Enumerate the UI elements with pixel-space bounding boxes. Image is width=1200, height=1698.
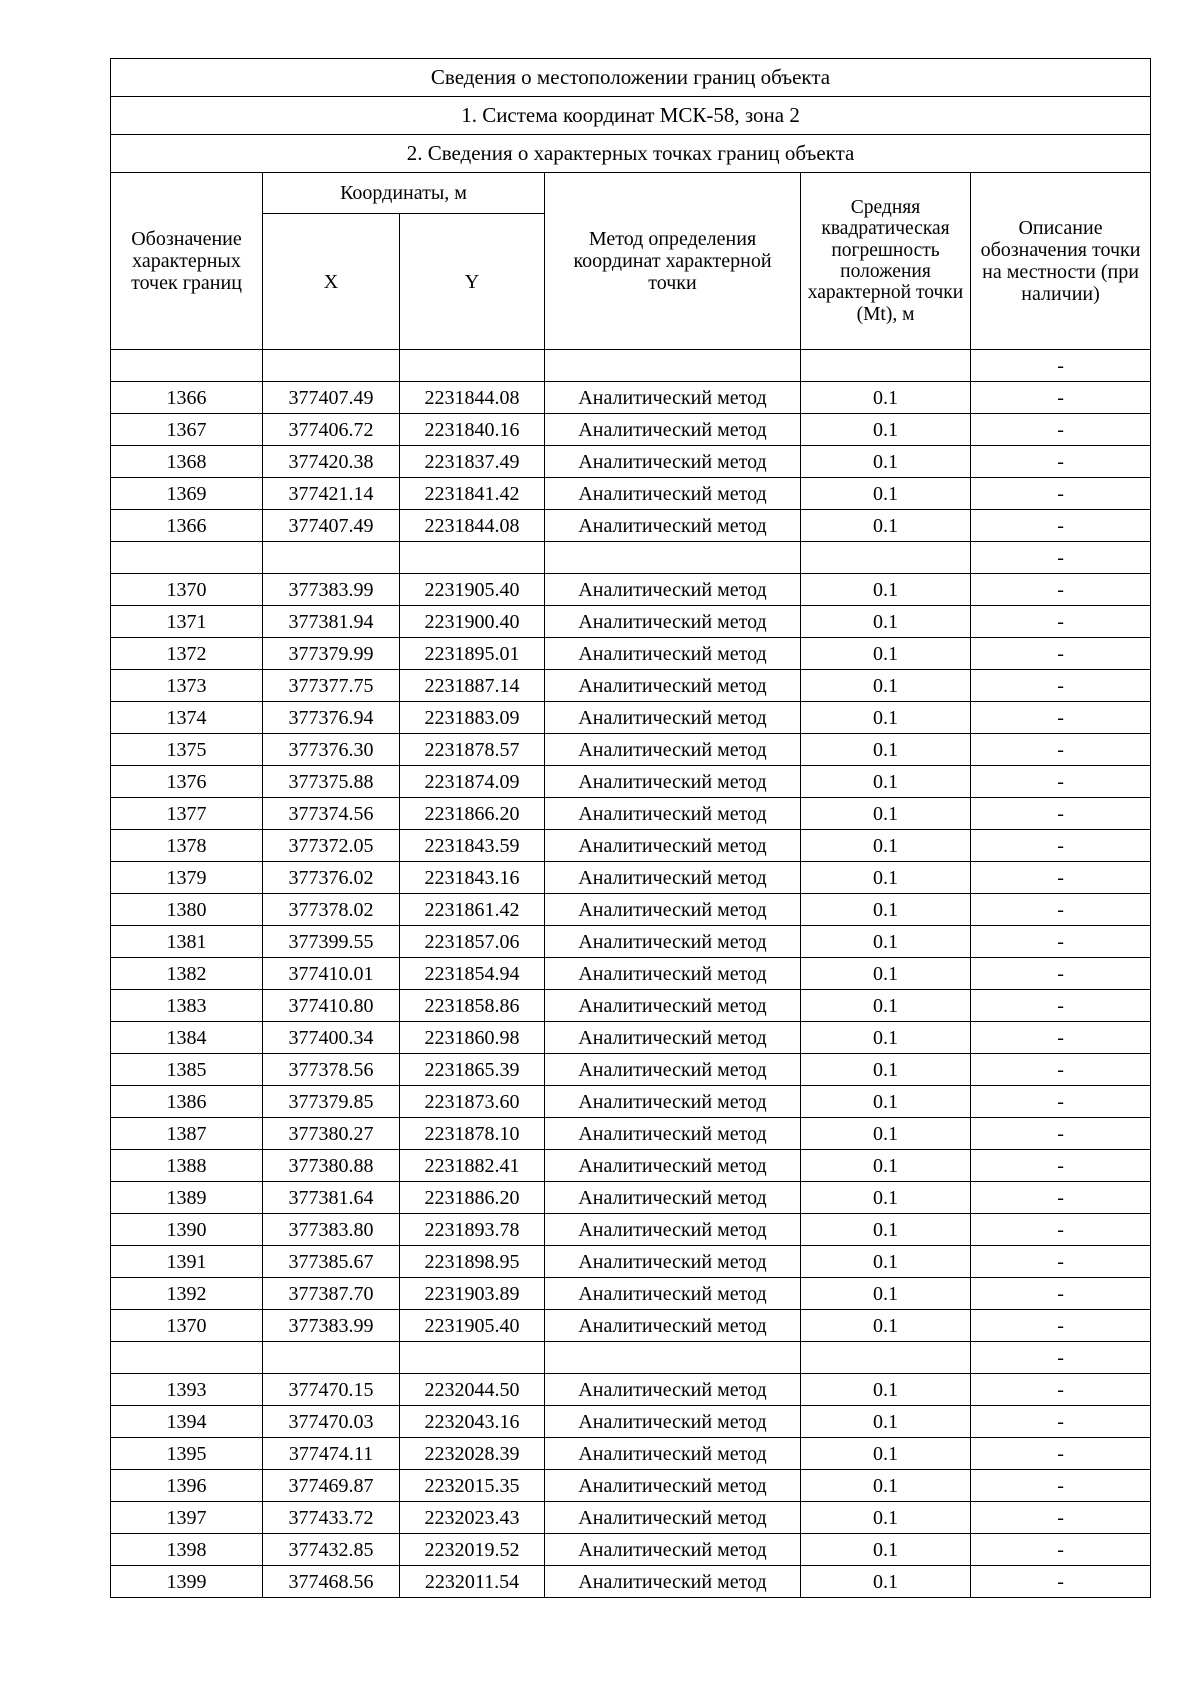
cell-point: 1384 <box>111 1022 263 1054</box>
cell-description: - <box>971 798 1151 830</box>
table-row <box>111 414 1151 446</box>
cell-description: - <box>971 1502 1151 1534</box>
cell-method <box>545 1342 801 1374</box>
cell-description: - <box>971 1406 1151 1438</box>
table-row <box>111 734 1151 766</box>
header-coordinates: Координаты, м <box>263 173 545 214</box>
cell-y: 2231895.01 <box>400 638 545 670</box>
table-row <box>111 1246 1151 1278</box>
cell-description: - <box>971 766 1151 798</box>
table-row <box>111 510 1151 542</box>
table-row <box>111 958 1151 990</box>
cell-x: 377385.67 <box>263 1246 400 1278</box>
cell-description: - <box>971 830 1151 862</box>
cell-method: Аналитический метод <box>545 1534 801 1566</box>
cell-x: 377410.01 <box>263 958 400 990</box>
cell-x: 377468.56 <box>263 1566 400 1598</box>
cell-y: 2231898.95 <box>400 1246 545 1278</box>
cell-point: 1386 <box>111 1086 263 1118</box>
header-error: Средняя квадратическая погрешность положения характерной точки (Mt), м <box>801 173 971 350</box>
cell-point: 1390 <box>111 1214 263 1246</box>
cell-method: Аналитический метод <box>545 990 801 1022</box>
cell-method: Аналитический метод <box>545 926 801 958</box>
cell-x: 377383.99 <box>263 574 400 606</box>
cell-point: 1397 <box>111 1502 263 1534</box>
cell-point: 1377 <box>111 798 263 830</box>
cell-y: 2231843.16 <box>400 862 545 894</box>
cell-mt: 0.1 <box>801 1086 971 1118</box>
cell-y: 2232015.35 <box>400 1470 545 1502</box>
cell-point: 1393 <box>111 1374 263 1406</box>
cell-mt: 0.1 <box>801 1374 971 1406</box>
cell-description: - <box>971 1022 1151 1054</box>
cell-x: 377372.05 <box>263 830 400 862</box>
table-row <box>111 1566 1151 1598</box>
cell-description: - <box>971 862 1151 894</box>
separator-row <box>111 1342 1151 1374</box>
cell-method: Аналитический метод <box>545 1118 801 1150</box>
cell-point: 1387 <box>111 1118 263 1150</box>
cell-x: 377375.88 <box>263 766 400 798</box>
cell-mt: 0.1 <box>801 606 971 638</box>
cell-mt: 0.1 <box>801 1278 971 1310</box>
table-row <box>111 830 1151 862</box>
cell-x: 377377.75 <box>263 670 400 702</box>
cell-y: 2231893.78 <box>400 1214 545 1246</box>
cell-y: 2232011.54 <box>400 1566 545 1598</box>
cell-x: 377383.80 <box>263 1214 400 1246</box>
table-row <box>111 606 1151 638</box>
cell-point: 1381 <box>111 926 263 958</box>
cell-point: 1367 <box>111 414 263 446</box>
cell-method: Аналитический метод <box>545 1182 801 1214</box>
cell-method: Аналитический метод <box>545 1150 801 1182</box>
cell-mt <box>801 542 971 574</box>
cell-y: 2231865.39 <box>400 1054 545 1086</box>
cell-description: - <box>971 990 1151 1022</box>
table-row <box>111 1310 1151 1342</box>
cell-method: Аналитический метод <box>545 478 801 510</box>
table-row <box>111 1438 1151 1470</box>
cell-point: 1399 <box>111 1566 263 1598</box>
cell-point: 1374 <box>111 702 263 734</box>
cell-y: 2231886.20 <box>400 1182 545 1214</box>
cell-description: - <box>971 1566 1151 1598</box>
table-row <box>111 670 1151 702</box>
cell-x: 377406.72 <box>263 414 400 446</box>
cell-point: 1370 <box>111 1310 263 1342</box>
table-row <box>111 638 1151 670</box>
cell-method <box>545 542 801 574</box>
cell-mt: 0.1 <box>801 1406 971 1438</box>
cell-description: - <box>971 414 1151 446</box>
table-row <box>111 1374 1151 1406</box>
cell-mt: 0.1 <box>801 1022 971 1054</box>
cell-y: 2231837.49 <box>400 446 545 478</box>
cell-method: Аналитический метод <box>545 1278 801 1310</box>
table-row <box>111 478 1151 510</box>
cell-mt: 0.1 <box>801 702 971 734</box>
cell-description: - <box>971 1150 1151 1182</box>
cell-point: 1370 <box>111 574 263 606</box>
cell-y: 2231854.94 <box>400 958 545 990</box>
cell-mt: 0.1 <box>801 1182 971 1214</box>
cell-point <box>111 350 263 382</box>
cell-x: 377469.87 <box>263 1470 400 1502</box>
cell-y: 2231874.09 <box>400 766 545 798</box>
cell-x <box>263 350 400 382</box>
cell-x: 377381.94 <box>263 606 400 638</box>
cell-y: 2231866.20 <box>400 798 545 830</box>
cell-mt: 0.1 <box>801 510 971 542</box>
cell-method: Аналитический метод <box>545 414 801 446</box>
cell-mt: 0.1 <box>801 1118 971 1150</box>
cell-point: 1368 <box>111 446 263 478</box>
cell-method: Аналитический метод <box>545 894 801 926</box>
cell-mt: 0.1 <box>801 1566 971 1598</box>
cell-mt: 0.1 <box>801 798 971 830</box>
cell-point: 1373 <box>111 670 263 702</box>
cell-y: 2231844.08 <box>400 382 545 414</box>
cell-x: 377433.72 <box>263 1502 400 1534</box>
cell-point: 1371 <box>111 606 263 638</box>
cell-y: 2231878.10 <box>400 1118 545 1150</box>
cell-method: Аналитический метод <box>545 638 801 670</box>
cell-method: Аналитический метод <box>545 862 801 894</box>
cell-y: 2231860.98 <box>400 1022 545 1054</box>
table-row <box>111 382 1151 414</box>
table-row <box>111 1278 1151 1310</box>
table-row <box>111 862 1151 894</box>
cell-description: - <box>971 670 1151 702</box>
table-row <box>111 798 1151 830</box>
section-title-row: 2. Сведения о характерных точках границ объекта <box>111 135 1151 173</box>
table-row <box>111 1054 1151 1086</box>
cell-x: 377379.99 <box>263 638 400 670</box>
cell-x <box>263 1342 400 1374</box>
cell-y: 2231887.14 <box>400 670 545 702</box>
cell-point: 1372 <box>111 638 263 670</box>
cell-method: Аналитический метод <box>545 734 801 766</box>
cell-mt: 0.1 <box>801 670 971 702</box>
cell-point: 1383 <box>111 990 263 1022</box>
header-method: Метод определения координат характерной точки <box>545 173 801 350</box>
cell-x: 377407.49 <box>263 510 400 542</box>
cell-point: 1396 <box>111 1470 263 1502</box>
cell-description: - <box>971 1118 1151 1150</box>
cell-x: 377376.30 <box>263 734 400 766</box>
table-row <box>111 926 1151 958</box>
cell-mt: 0.1 <box>801 830 971 862</box>
table-row <box>111 1022 1151 1054</box>
cell-x: 377374.56 <box>263 798 400 830</box>
cell-point: 1391 <box>111 1246 263 1278</box>
cell-mt <box>801 1342 971 1374</box>
cell-description: - <box>971 1310 1151 1342</box>
cell-method: Аналитический метод <box>545 1246 801 1278</box>
cell-y: 2231840.16 <box>400 414 545 446</box>
cell-mt: 0.1 <box>801 574 971 606</box>
cell-point: 1366 <box>111 382 263 414</box>
cell-description: - <box>971 1278 1151 1310</box>
table-row <box>111 1150 1151 1182</box>
cell-point: 1369 <box>111 478 263 510</box>
separator-row <box>111 350 1151 382</box>
separator-row <box>111 542 1151 574</box>
cell-x: 377376.94 <box>263 702 400 734</box>
cell-method: Аналитический метод <box>545 670 801 702</box>
header-y: Y <box>400 214 545 350</box>
table-row <box>111 1470 1151 1502</box>
cell-description: - <box>971 638 1151 670</box>
cell-point: 1395 <box>111 1438 263 1470</box>
cell-mt: 0.1 <box>801 1438 971 1470</box>
cell-description: - <box>971 926 1151 958</box>
cell-point: 1379 <box>111 862 263 894</box>
cell-x: 377376.02 <box>263 862 400 894</box>
cell-mt: 0.1 <box>801 382 971 414</box>
cell-description: - <box>971 1182 1151 1214</box>
cell-description: - <box>971 510 1151 542</box>
cell-point: 1380 <box>111 894 263 926</box>
cell-y <box>400 542 545 574</box>
table-row <box>111 574 1151 606</box>
cell-mt: 0.1 <box>801 958 971 990</box>
cell-method: Аналитический метод <box>545 1566 801 1598</box>
table-row <box>111 1086 1151 1118</box>
cell-method: Аналитический метод <box>545 510 801 542</box>
table-row <box>111 894 1151 926</box>
cell-method: Аналитический метод <box>545 1054 801 1086</box>
cell-x: 377421.14 <box>263 478 400 510</box>
cell-description: - <box>971 1374 1151 1406</box>
cell-y: 2231861.42 <box>400 894 545 926</box>
cell-method: Аналитический метод <box>545 1310 801 1342</box>
cell-point <box>111 542 263 574</box>
cell-method: Аналитический метод <box>545 1214 801 1246</box>
cell-description: - <box>971 1342 1151 1374</box>
cell-y: 2231858.86 <box>400 990 545 1022</box>
cell-mt <box>801 350 971 382</box>
cell-description: - <box>971 1054 1151 1086</box>
table-row <box>111 1118 1151 1150</box>
cell-description: - <box>971 542 1151 574</box>
cell-method: Аналитический метод <box>545 1374 801 1406</box>
cell-y: 2231873.60 <box>400 1086 545 1118</box>
cell-x: 377474.11 <box>263 1438 400 1470</box>
cell-method: Аналитический метод <box>545 382 801 414</box>
cell-y: 2231882.41 <box>400 1150 545 1182</box>
cell-x: 377400.34 <box>263 1022 400 1054</box>
header-x: X <box>263 214 400 350</box>
table-row <box>111 446 1151 478</box>
cell-description: - <box>971 350 1151 382</box>
cell-point: 1382 <box>111 958 263 990</box>
cell-mt: 0.1 <box>801 446 971 478</box>
cell-mt: 0.1 <box>801 894 971 926</box>
cell-point <box>111 1342 263 1374</box>
cell-y <box>400 350 545 382</box>
cell-mt: 0.1 <box>801 1150 971 1182</box>
header-description: Описание обозначения точки на местности (при наличии) <box>971 173 1151 350</box>
table-row <box>111 1214 1151 1246</box>
cell-x: 377387.70 <box>263 1278 400 1310</box>
cell-description: - <box>971 574 1151 606</box>
cell-method: Аналитический метод <box>545 830 801 862</box>
cell-mt: 0.1 <box>801 478 971 510</box>
cell-point: 1394 <box>111 1406 263 1438</box>
table-row <box>111 1502 1151 1534</box>
cell-x: 377378.02 <box>263 894 400 926</box>
cell-method: Аналитический метод <box>545 1438 801 1470</box>
cell-x: 377380.88 <box>263 1150 400 1182</box>
cell-description: - <box>971 702 1151 734</box>
cell-description: - <box>971 734 1151 766</box>
cell-x: 377399.55 <box>263 926 400 958</box>
cell-mt: 0.1 <box>801 638 971 670</box>
cell-y: 2232043.16 <box>400 1406 545 1438</box>
header-point: Обозначение характерных точек границ <box>111 173 263 350</box>
table-row <box>111 1534 1151 1566</box>
cell-y: 2231841.42 <box>400 478 545 510</box>
coordinate-system-row: 1. Система координат МСК-58, зона 2 <box>111 97 1151 135</box>
cell-y: 2232028.39 <box>400 1438 545 1470</box>
document-title: Сведения о местоположении границ объекта <box>111 59 1151 97</box>
cell-y: 2231903.89 <box>400 1278 545 1310</box>
cell-y <box>400 1342 545 1374</box>
cell-description: - <box>971 1470 1151 1502</box>
cell-description: - <box>971 478 1151 510</box>
cell-x: 377420.38 <box>263 446 400 478</box>
cell-description: - <box>971 1438 1151 1470</box>
cell-description: - <box>971 1086 1151 1118</box>
cell-method: Аналитический метод <box>545 446 801 478</box>
cell-mt: 0.1 <box>801 1502 971 1534</box>
cell-description: - <box>971 1214 1151 1246</box>
cell-x: 377432.85 <box>263 1534 400 1566</box>
cell-mt: 0.1 <box>801 414 971 446</box>
cell-description: - <box>971 1246 1151 1278</box>
cell-y: 2231844.08 <box>400 510 545 542</box>
cell-method: Аналитический метод <box>545 606 801 638</box>
cell-y: 2232044.50 <box>400 1374 545 1406</box>
cell-point: 1398 <box>111 1534 263 1566</box>
cell-y: 2231857.06 <box>400 926 545 958</box>
cell-y: 2232019.52 <box>400 1534 545 1566</box>
cell-point: 1392 <box>111 1278 263 1310</box>
cell-x: 377470.15 <box>263 1374 400 1406</box>
cell-y: 2232023.43 <box>400 1502 545 1534</box>
cell-mt: 0.1 <box>801 926 971 958</box>
cell-point: 1375 <box>111 734 263 766</box>
cell-method: Аналитический метод <box>545 1470 801 1502</box>
cell-point: 1378 <box>111 830 263 862</box>
cell-mt: 0.1 <box>801 734 971 766</box>
cell-method <box>545 350 801 382</box>
cell-method: Аналитический метод <box>545 766 801 798</box>
cell-point: 1376 <box>111 766 263 798</box>
cell-y: 2231900.40 <box>400 606 545 638</box>
table-row <box>111 766 1151 798</box>
cell-mt: 0.1 <box>801 862 971 894</box>
cell-y: 2231843.59 <box>400 830 545 862</box>
table-row <box>111 1182 1151 1214</box>
cell-y: 2231905.40 <box>400 1310 545 1342</box>
cell-x <box>263 542 400 574</box>
cell-x: 377407.49 <box>263 382 400 414</box>
boundary-points-table <box>110 58 1151 1598</box>
cell-description: - <box>971 958 1151 990</box>
cell-x: 377383.99 <box>263 1310 400 1342</box>
cell-method: Аналитический метод <box>545 574 801 606</box>
cell-x: 377381.64 <box>263 1182 400 1214</box>
cell-mt: 0.1 <box>801 1246 971 1278</box>
cell-point: 1385 <box>111 1054 263 1086</box>
cell-method: Аналитический метод <box>545 1086 801 1118</box>
cell-y: 2231883.09 <box>400 702 545 734</box>
cell-method: Аналитический метод <box>545 702 801 734</box>
cell-x: 377379.85 <box>263 1086 400 1118</box>
cell-x: 377378.56 <box>263 1054 400 1086</box>
cell-mt: 0.1 <box>801 1054 971 1086</box>
cell-mt: 0.1 <box>801 766 971 798</box>
cell-x: 377410.80 <box>263 990 400 1022</box>
cell-mt: 0.1 <box>801 1534 971 1566</box>
cell-description: - <box>971 894 1151 926</box>
cell-method: Аналитический метод <box>545 1502 801 1534</box>
table-row <box>111 1406 1151 1438</box>
cell-mt: 0.1 <box>801 990 971 1022</box>
cell-method: Аналитический метод <box>545 798 801 830</box>
cell-y: 2231905.40 <box>400 574 545 606</box>
table-row <box>111 990 1151 1022</box>
cell-point: 1366 <box>111 510 263 542</box>
table-row <box>111 702 1151 734</box>
cell-mt: 0.1 <box>801 1470 971 1502</box>
cell-description: - <box>971 606 1151 638</box>
cell-method: Аналитический метод <box>545 1406 801 1438</box>
cell-x: 377470.03 <box>263 1406 400 1438</box>
cell-method: Аналитический метод <box>545 958 801 990</box>
cell-description: - <box>971 446 1151 478</box>
cell-point: 1388 <box>111 1150 263 1182</box>
cell-description: - <box>971 382 1151 414</box>
cell-y: 2231878.57 <box>400 734 545 766</box>
cell-description: - <box>971 1534 1151 1566</box>
cell-x: 377380.27 <box>263 1118 400 1150</box>
cell-point: 1389 <box>111 1182 263 1214</box>
cell-mt: 0.1 <box>801 1214 971 1246</box>
cell-mt: 0.1 <box>801 1310 971 1342</box>
cell-method: Аналитический метод <box>545 1022 801 1054</box>
